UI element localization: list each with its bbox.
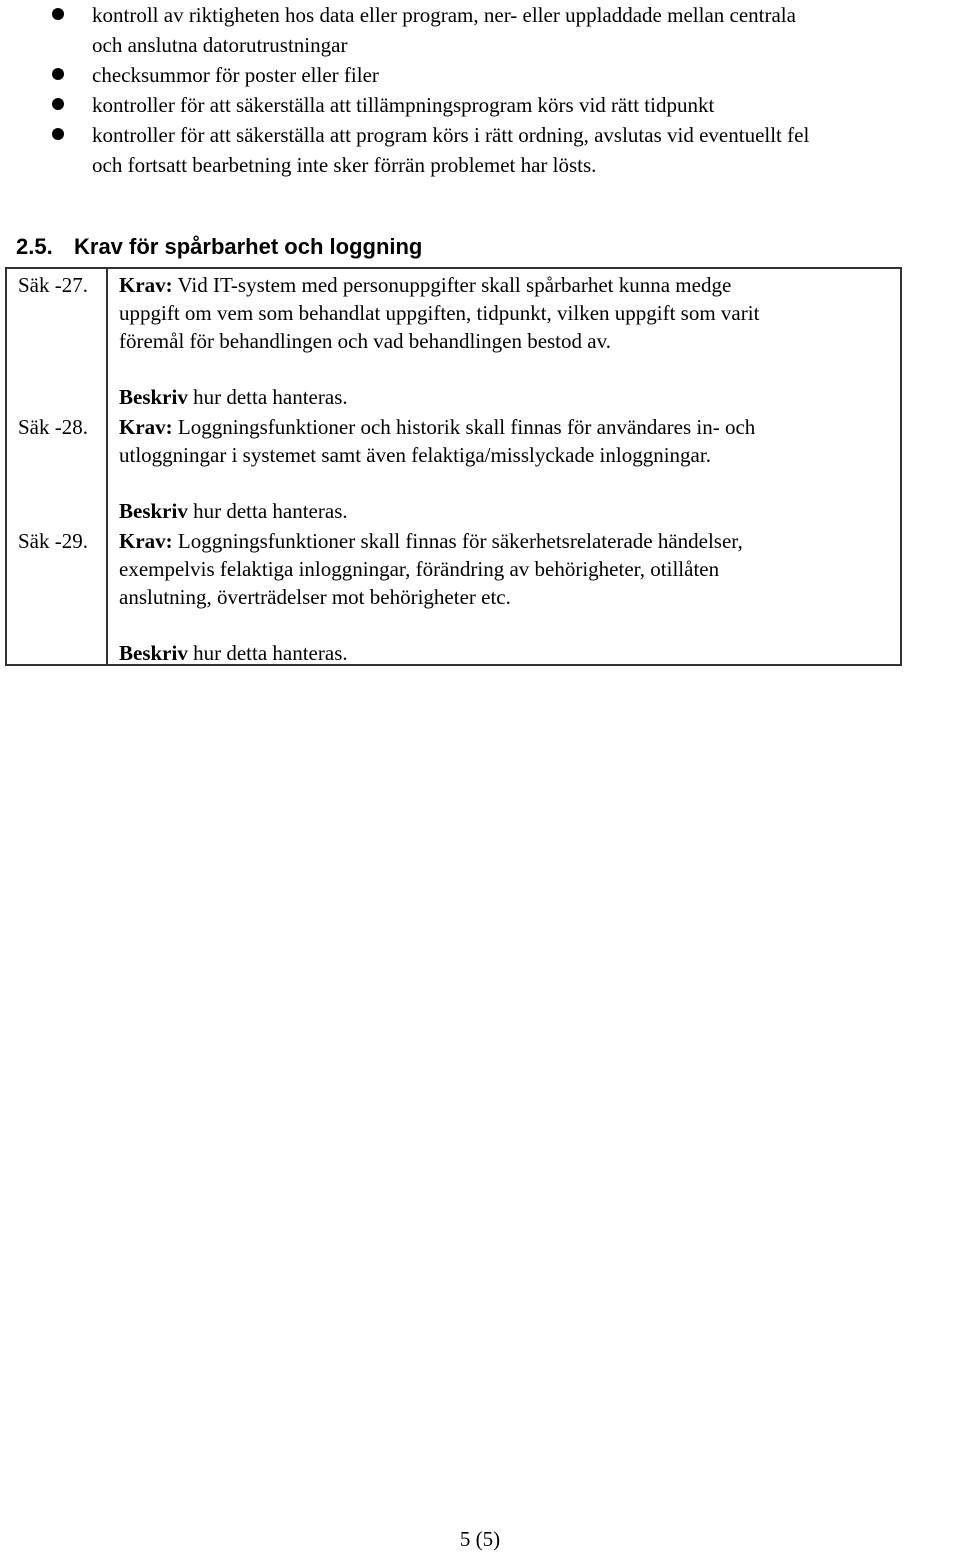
describe-line: [119, 383, 899, 411]
bullet-text: kontroller för att säkerställa att tillämpningsprogram körs vid rätt tidpunkt: [92, 93, 715, 117]
requirement-text: Loggningsfunktioner och historik skall finnas för användares in- och: [172, 415, 756, 439]
requirements-table: [5, 267, 902, 666]
bullet-text: och fortsatt bearbetning inte sker förrän problemet har lösts.: [92, 153, 597, 177]
bullet-item: [0, 60, 960, 90]
section-number: 2.5.: [16, 234, 53, 259]
describe-label: Beskriv: [119, 499, 188, 523]
requirement-text: exempelvis felaktiga inloggningar, förändring av behörigheter, otillåten: [119, 557, 720, 581]
bullet-dot-icon: [52, 68, 64, 80]
describe-text: hur detta hanteras.: [187, 499, 348, 523]
bullet-text: och anslutna datorutrustningar: [92, 33, 348, 57]
describe-text: hur detta hanteras.: [187, 385, 348, 409]
describe-text: hur detta hanteras.: [187, 641, 348, 665]
bullet-text: checksummor för poster eller filer: [92, 63, 379, 87]
requirement-text: anslutning, överträdelser mot behörigheter etc.: [119, 585, 511, 609]
requirement-body: [119, 413, 899, 525]
column-divider: [106, 269, 108, 666]
requirement-label: Krav:: [119, 273, 173, 297]
section-heading: [16, 232, 422, 262]
requirement-label: Krav:: [119, 529, 173, 553]
requirement-text: Vid IT-system med personuppgifter skall spårbarhet kunna medge: [172, 273, 732, 297]
requirement-id: Säk -28.: [18, 415, 88, 439]
describe-label: Beskriv: [119, 641, 188, 665]
page-number: 5 (5): [459, 1527, 501, 1551]
bullet-dot-icon: [52, 128, 64, 140]
describe-line: [119, 497, 899, 525]
requirement-id: Säk -29.: [18, 529, 88, 553]
describe-label: Beskriv: [119, 385, 188, 409]
bullet-item: [0, 0, 960, 60]
bullet-dot-icon: [52, 98, 64, 110]
section-title: Krav för spårbarhet och loggning: [74, 234, 423, 259]
requirement-text: uppgift om vem som behandlat uppgiften, tidpunkt, vilken uppgift som varit: [119, 301, 760, 325]
bullet-text: kontroller för att säkerställa att program körs i rätt ordning, avslutas vid eventuellt fel: [92, 123, 810, 147]
requirement-text: utloggningar i systemet samt även felaktiga/misslyckade inloggningar.: [119, 443, 711, 467]
requirement-text: Loggningsfunktioner skall finnas för säkerhetsrelaterade händelser,: [172, 529, 743, 553]
requirement-text: föremål för behandlingen och vad behandlingen bestod av.: [119, 329, 611, 353]
requirement-id: Säk -27.: [18, 273, 88, 297]
requirement-body: [119, 527, 899, 667]
describe-line: [119, 639, 899, 667]
bullet-list: [0, 0, 960, 180]
requirement-body: [119, 271, 899, 411]
bullet-dot-icon: [52, 8, 64, 20]
requirement-label: Krav:: [119, 415, 173, 439]
bullet-text: kontroll av riktigheten hos data eller program, ner- eller uppladdade mellan centrala: [92, 3, 796, 27]
bullet-item: [0, 90, 960, 120]
bullet-item: [0, 120, 960, 180]
